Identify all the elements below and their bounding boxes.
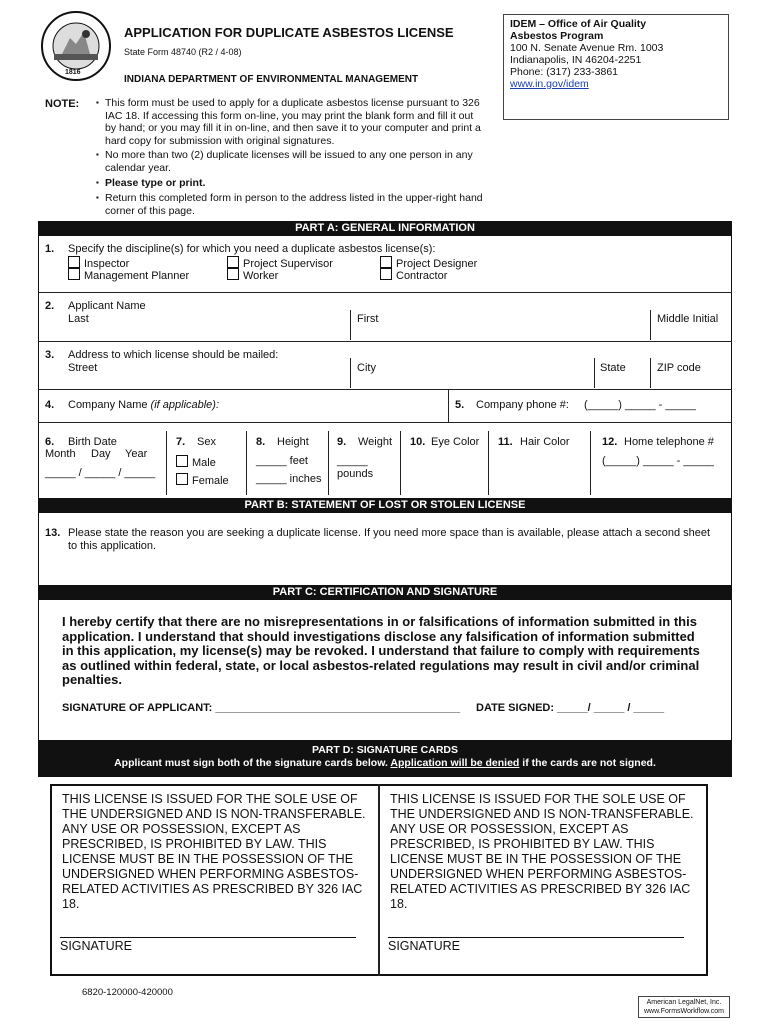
q5-label: Company phone #: <box>476 399 569 411</box>
divider <box>328 431 329 495</box>
checkbox[interactable] <box>68 268 80 280</box>
card-2-signature-line[interactable] <box>388 937 684 938</box>
part-d-title: PART D: SIGNATURE CARDS <box>311 744 459 756</box>
state-seal <box>40 10 112 82</box>
idem-link[interactable]: www.in.gov/idem <box>510 78 589 90</box>
first-name-field[interactable]: First <box>357 313 379 325</box>
divider <box>650 310 651 340</box>
part-d-header <box>38 740 732 777</box>
state-field[interactable]: State <box>600 362 626 374</box>
q1-number: 1. <box>45 243 55 255</box>
form-number: State Form 48740 (R2 / 4-08) <box>124 47 242 57</box>
q10-number: 10. <box>410 436 426 448</box>
home-phone-field[interactable]: (_____) _____ - _____ <box>602 455 714 467</box>
form-code: 6820-120000-420000 <box>82 987 173 998</box>
weight-field[interactable]: _____ <box>337 455 368 467</box>
street-field[interactable]: Street <box>68 362 98 374</box>
q6-number: 6. <box>45 436 55 448</box>
option-label: Male <box>192 457 216 469</box>
company-phone-field[interactable]: (_____) _____ - _____ <box>584 399 696 411</box>
option-label: Inspector <box>84 258 130 270</box>
day-label: Day <box>91 448 111 460</box>
part-a-header: PART A: GENERAL INFORMATION <box>38 221 732 236</box>
divider <box>246 431 247 495</box>
q1-label: Specify the discipline(s) for which you need a duplicate asbestos license(s): <box>68 243 436 255</box>
q7-number: 7. <box>176 436 186 448</box>
company-name-field[interactable] <box>68 399 219 412</box>
seal-year: 1816 <box>65 69 81 76</box>
q9-label: Weight <box>358 436 393 448</box>
note-item-4: ▪ Return this completed form in person to the address listed in the upper-right hand corner of this page. <box>105 192 485 217</box>
divider <box>350 310 351 340</box>
q4-label-note: (if applicable): <box>150 399 220 411</box>
checkbox[interactable] <box>68 256 80 268</box>
card-2-text: THIS LICENSE IS ISSUED FOR THE SOLE USE OF THE UNDERSIGNED AND IS NON-TRANSFERABLE. ANY USE OR POSSESSION, EXCEPT AS PRESCRIBED, IS PROHIBITED BY LAW. THIS LICENSE MUST BE IN THE POSSESSION OF THE UNDERSIGNED WHEN PERFORMING ASBESTOS-RELATED ACTIVITIES AS PRESCRIBED BY 326 IAC 18. <box>390 792 694 911</box>
checkbox[interactable] <box>176 473 188 485</box>
part-b-header: PART B: STATEMENT OF LOST OR STOLEN LICENSE <box>38 498 732 513</box>
divider <box>350 358 351 388</box>
weight-unit: pounds <box>337 468 374 480</box>
divider <box>448 389 449 422</box>
card-1-signature-line[interactable] <box>60 937 356 938</box>
date-signed-line[interactable]: DATE SIGNED: _____/ _____ / _____ <box>476 702 665 714</box>
height-feet-field[interactable]: _____ feet <box>256 455 308 467</box>
option-label: Worker <box>243 270 279 282</box>
month-label: Month <box>45 448 76 460</box>
signature-card-2 <box>380 786 706 974</box>
discipline-worker[interactable] <box>227 268 278 283</box>
instruction-text-end: if the cards are not signed. <box>519 757 656 769</box>
city-field[interactable]: City <box>357 362 376 374</box>
divider <box>38 422 732 423</box>
discipline-management-planner[interactable] <box>68 268 189 283</box>
instruction-text: Applicant must sign both of the signature cards below. <box>114 757 391 769</box>
last-name-field[interactable]: Last <box>68 313 89 325</box>
option-label: Management Planner <box>84 270 190 282</box>
checkbox[interactable] <box>227 256 239 268</box>
q2-label: Applicant Name <box>68 300 146 312</box>
card-2-signature-label: SIGNATURE <box>388 939 460 953</box>
divider <box>400 431 401 495</box>
hair-color-field[interactable]: Hair Color <box>520 436 570 448</box>
q12-number: 12. <box>602 436 618 448</box>
q3-label: Address to which license should be mailed: <box>68 349 279 361</box>
address-line-4: Indianapolis, IN 46204-2251 <box>510 54 642 66</box>
sex-female[interactable] <box>176 473 229 488</box>
form-title: APPLICATION FOR DUPLICATE ASBESTOS LICENSE <box>124 25 454 40</box>
q2-number: 2. <box>45 300 55 312</box>
address-line-1: IDEM – Office of Air Quality <box>510 18 647 30</box>
note-item-2: ▪ No more than two (2) duplicate licenses will be issued to any one person in any calendar year. <box>105 149 485 174</box>
height-inches-field[interactable]: _____ inches <box>256 473 322 485</box>
checkbox[interactable] <box>380 256 392 268</box>
option-label: Project Supervisor <box>243 258 333 270</box>
q12-label: Home telephone # <box>624 436 714 448</box>
divider <box>488 431 489 495</box>
address-line-2: Asbestos Program <box>510 30 604 42</box>
option-label: Contractor <box>396 270 448 282</box>
checkbox[interactable] <box>176 455 188 467</box>
option-label: Project Designer <box>396 258 478 270</box>
divider <box>594 358 595 388</box>
note-label: NOTE: <box>45 98 80 110</box>
lost-license-reason-area[interactable] <box>45 556 725 582</box>
option-label: Female <box>192 475 229 487</box>
q6-label: Birth Date <box>68 436 117 448</box>
note-item-1: ▪ This form must be used to apply for a duplicate asbestos license pursuant to 326 IAC 18. If accessing this form on-line, you may print the blank form and fill it out by hand; or you may fill it in on-line, and then save it to your computer and print a hard copy for submission with original signatures. <box>105 97 485 147</box>
divider <box>166 431 167 495</box>
brand-name: American LegalNet, Inc. <box>646 999 722 1006</box>
eye-color-field[interactable]: Eye Color <box>431 436 480 448</box>
q13-label: Please state the reason you are seeking a duplicate license. If you need more space than is available, please attach a second sheet to this application. <box>68 527 711 552</box>
divider <box>38 292 732 293</box>
middle-initial-field[interactable]: Middle Initial <box>657 313 719 325</box>
checkbox[interactable] <box>380 268 392 280</box>
part-d-instruction <box>38 757 732 769</box>
brand-box <box>638 996 730 1018</box>
certification-text: I hereby certify that there are no misrepresentations in or falsifications of information submitted in this application. I understand that should investigations disclose any falsification of information submitted in this application, my license(s) may be revoked. I understand that failure to comply with requirements as outlined within federal, state, or local asbestos-related regulations may result in civil and/or criminal penalties. <box>62 614 700 688</box>
q9-number: 9. <box>337 436 347 448</box>
card-1-signature-label: SIGNATURE <box>60 939 132 953</box>
q8-label: Height <box>277 436 309 448</box>
signature-card-1 <box>52 786 378 974</box>
birth-date-field[interactable]: _____ / _____ / _____ <box>45 467 156 479</box>
discipline-contractor[interactable] <box>380 268 447 283</box>
q8-number: 8. <box>256 436 266 448</box>
card-1-text: THIS LICENSE IS ISSUED FOR THE SOLE USE OF THE UNDERSIGNED AND IS NON-TRANSFERABLE. ANY USE OR POSSESSION, EXCEPT AS PRESCRIBED, IS PROHIBITED BY LAW. THIS LICENSE MUST BE IN THE POSSESSION OF THE UNDERSIGNED WHEN PERFORMING ASBESTOS-RELATED ACTIVITIES AS PRESCRIBED BY 326 IAC 18. <box>62 792 366 911</box>
sex-male[interactable] <box>176 455 216 470</box>
divider <box>650 358 651 388</box>
q4-label: Company Name <box>68 399 151 411</box>
q13-number: 13. <box>45 527 61 539</box>
q3-number: 3. <box>45 349 55 361</box>
q4-number: 4. <box>45 399 55 411</box>
address-line-3: 100 N. Senate Avenue Rm. 1003 <box>510 42 664 54</box>
note-item-3: ▪ Please type or print. <box>105 177 485 190</box>
checkbox[interactable] <box>227 268 239 280</box>
q11-number: 11. <box>498 436 513 448</box>
year-label: Year <box>125 448 148 460</box>
divider <box>590 431 591 495</box>
applicant-signature-line[interactable]: SIGNATURE OF APPLICANT: ________________________________________ <box>62 702 461 714</box>
divider <box>38 341 732 342</box>
part-c-header: PART C: CERTIFICATION AND SIGNATURE <box>38 585 732 600</box>
address-phone: Phone: (317) 233-3861 <box>510 66 618 78</box>
instruction-warning: Application will be denied <box>390 757 520 769</box>
q5-number: 5. <box>455 399 465 411</box>
divider <box>38 389 732 390</box>
zip-field[interactable]: ZIP code <box>657 362 701 374</box>
q7-label: Sex <box>197 436 216 448</box>
brand-url: www.FormsWorkflow.com <box>644 1008 724 1015</box>
department: INDIANA DEPARTMENT OF ENVIRONMENTAL MANAGEMENT <box>124 74 419 85</box>
